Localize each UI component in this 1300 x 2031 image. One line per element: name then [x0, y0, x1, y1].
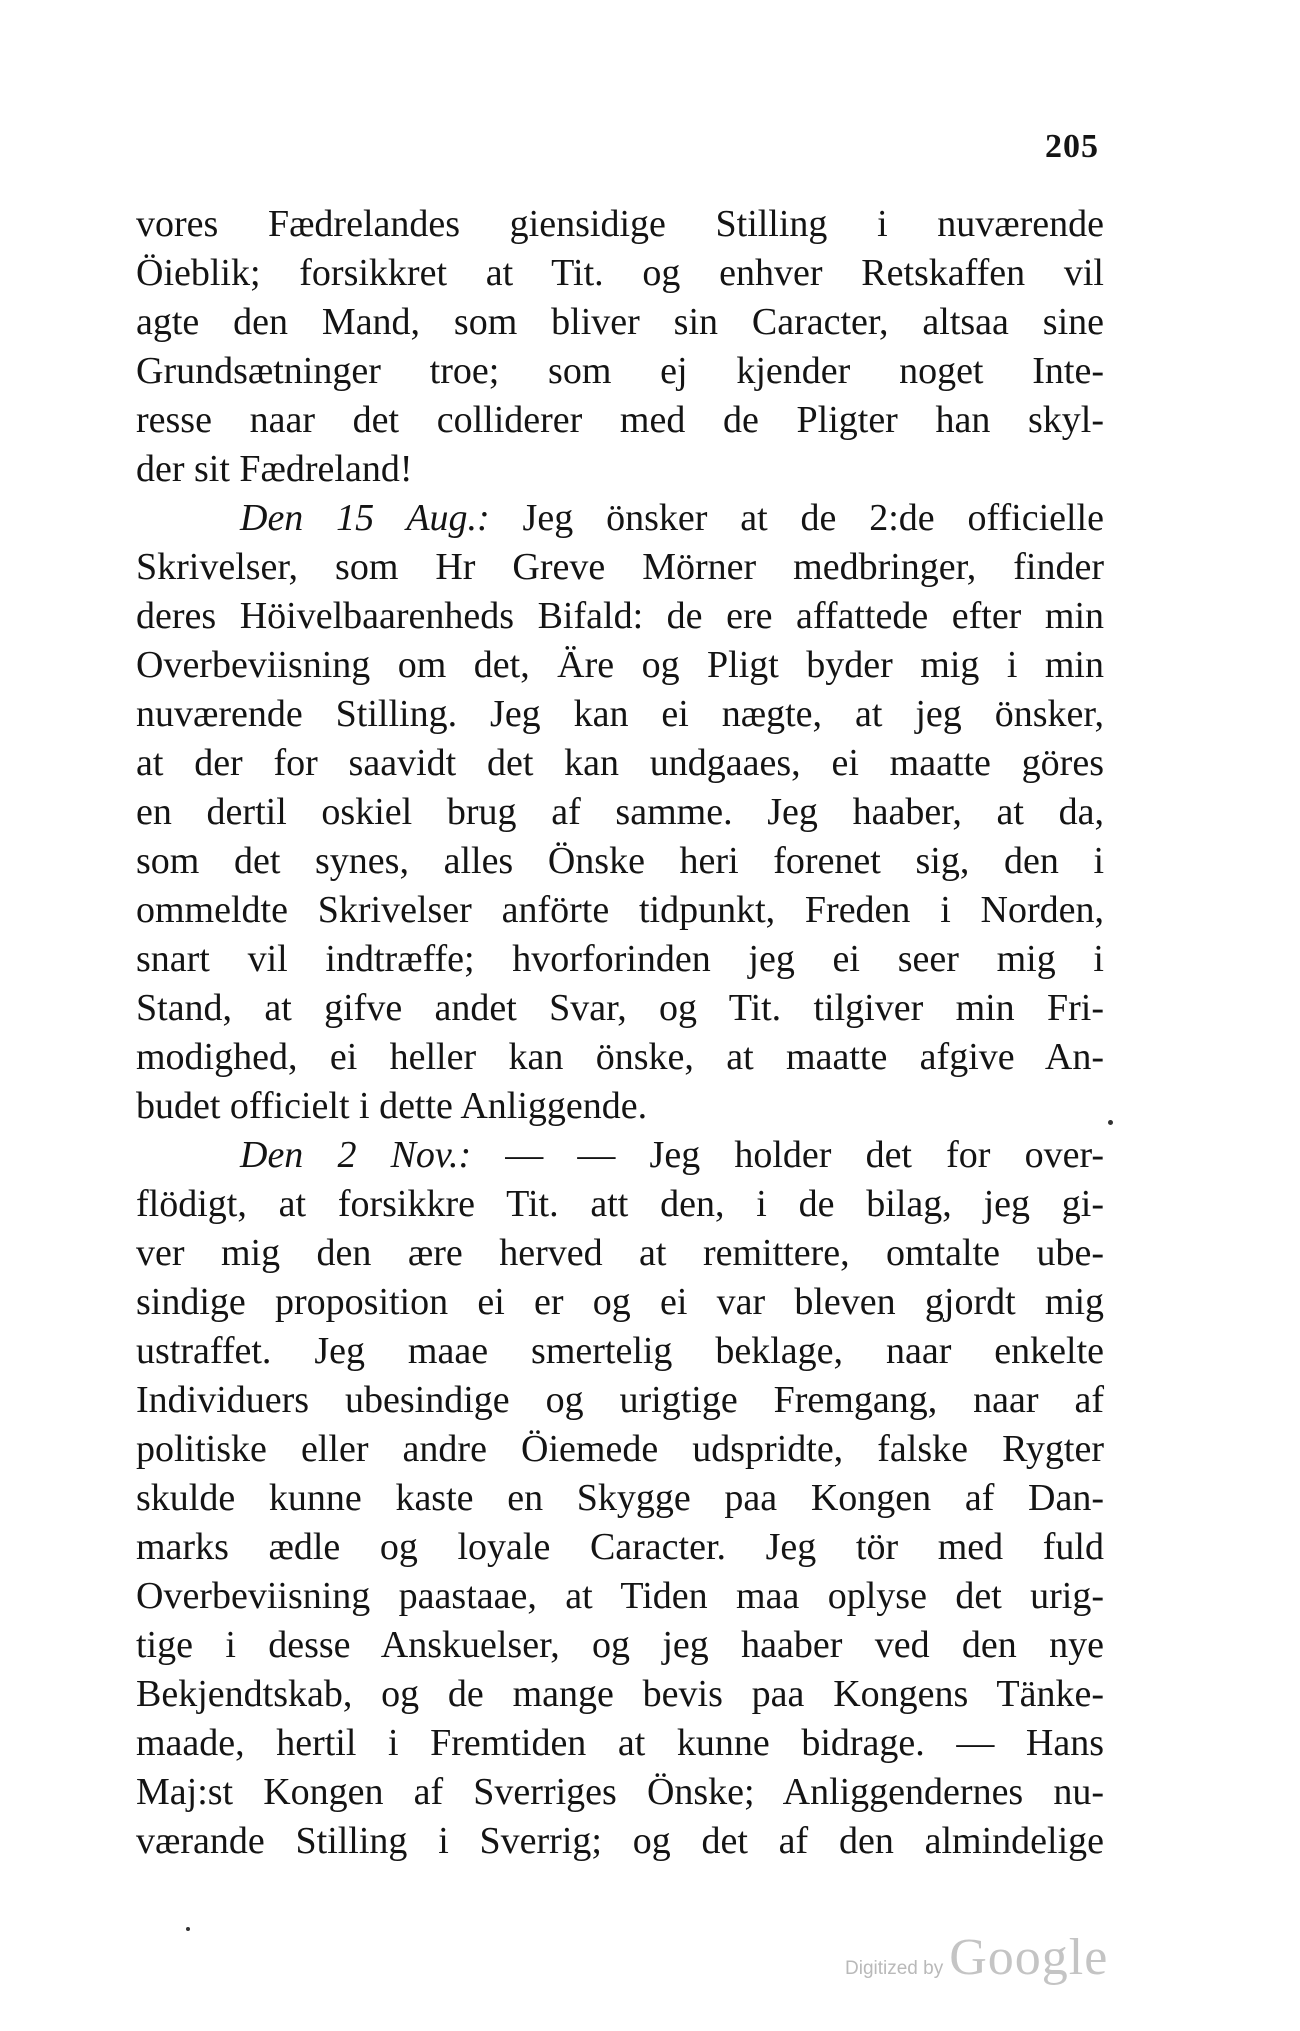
line-text: Overbeviisning om det, Äre og Pligt byder mig i min [136, 644, 1104, 686]
text-line [136, 1229, 1104, 1278]
line-text: marks ædle og loyale Caracter. Jeg tör med fuld [136, 1526, 1104, 1568]
line-text: at der for saavidt det kan undgaaes, ei maatte göres [136, 742, 1104, 784]
line-text: Individuers ubesindige og urigtige Fremgang, naar af [136, 1379, 1104, 1421]
entry-date: Den 2 Nov.: [240, 1134, 472, 1176]
text-line [136, 347, 1104, 396]
line-text: deres Höivelbaarenheds Bifald: de ere affattede efter min [136, 595, 1104, 637]
digitized-by-label: Digitized by [845, 1958, 944, 1979]
text-line [136, 690, 1104, 739]
text-line [136, 1670, 1104, 1719]
line-text: Maj:st Kongen af Sverriges Önske; Anliggendernes nu- [136, 1771, 1104, 1813]
text-line [136, 886, 1104, 935]
text-line [136, 200, 1104, 249]
print-speck [1108, 1120, 1113, 1125]
text-line [136, 592, 1104, 641]
line-text: Overbeviisning paastaae, at Tiden maa oplyse det urig- [136, 1575, 1104, 1617]
text-line [136, 445, 1104, 494]
text-line [136, 494, 1104, 543]
line-text: skulde kunne kaste en Skygge paa Kongen af Dan- [136, 1477, 1104, 1519]
line-text: politiske eller andre Öiemede udspridte, falske Rygter [136, 1428, 1104, 1470]
text-line [136, 249, 1104, 298]
line-text: en dertil oskiel brug af samme. Jeg haaber, at da, [136, 791, 1104, 833]
line-text: maade, hertil i Fremtiden at kunne bidrage. — Hans [136, 1722, 1104, 1764]
text-line [136, 788, 1104, 837]
text-line [136, 1082, 1104, 1131]
line-text: Bekjendtskab, og de mange bevis paa Kongens Tänke- [136, 1673, 1104, 1715]
text-line [136, 984, 1104, 1033]
text-line [136, 935, 1104, 984]
line-text: Grundsætninger troe; som ej kjender noget Inte- [136, 350, 1104, 392]
text-line [136, 1572, 1104, 1621]
line-text: vores Fædrelandes giensidige Stilling i nuværende [136, 203, 1104, 245]
line-text: flödigt, at forsikkre Tit. att den, i de bilag, jeg gi- [136, 1183, 1104, 1225]
line-text: ustraffet. Jeg maae smertelig beklage, naar enkelte [136, 1330, 1104, 1372]
text-line [136, 1474, 1104, 1523]
line-text: ver mig den ære herved at remittere, omtalte ube- [136, 1232, 1104, 1274]
text-line [136, 1376, 1104, 1425]
text-line [136, 298, 1104, 347]
line-text: Stand, at gifve andet Svar, og Tit. tilgiver min Fri- [136, 987, 1104, 1029]
line-text: Skrivelser, som Hr Greve Mörner medbringer, finder [136, 546, 1104, 588]
text-line [136, 1033, 1104, 1082]
text-line [136, 1278, 1104, 1327]
text-line [136, 837, 1104, 886]
line-text: værande Stilling i Sverrig; og det af den almindelige [136, 1820, 1104, 1862]
line-text: sindige proposition ei er og ei var bleven gjordt mig [136, 1281, 1104, 1323]
line-text: nuværende Stilling. Jeg kan ei nægte, at jeg önsker, [136, 693, 1104, 735]
text-line [136, 1817, 1104, 1866]
text-line [136, 1719, 1104, 1768]
line-text: — — Jeg holder det for over- [471, 1134, 1104, 1176]
text-line [136, 1425, 1104, 1474]
print-speck [186, 1927, 190, 1931]
line-text: agte den Mand, som bliver sin Caracter, altsaa sine [136, 301, 1104, 343]
line-text: snart vil indtræffe; hvorforinden jeg ei seer mig i [136, 938, 1104, 980]
page-number: 205 [1045, 128, 1099, 165]
text-line [136, 1523, 1104, 1572]
line-text: resse naar det colliderer med de Pligter han skyl- [136, 399, 1104, 441]
entry-date: Den 15 Aug.: [240, 497, 490, 539]
text-line [136, 641, 1104, 690]
text-line [136, 1327, 1104, 1376]
line-text: Jeg önsker at de 2:de officielle [489, 497, 1104, 539]
line-text: ommeldte Skrivelser anförte tidpunkt, Freden i Norden, [136, 889, 1104, 931]
text-line [136, 739, 1104, 788]
line-text: tige i desse Anskuelser, og jeg haaber ved den nye [136, 1624, 1104, 1666]
text-line [136, 1768, 1104, 1817]
digitized-by-google-watermark [845, 1928, 1108, 1987]
text-line [136, 1180, 1104, 1229]
text-line [136, 396, 1104, 445]
line-text: Öieblik; forsikkret at Tit. og enhver Retskaffen vil [136, 252, 1104, 294]
text-line [136, 1621, 1104, 1670]
text-line [136, 543, 1104, 592]
line-text: der sit Fædreland! [136, 448, 413, 490]
text-line [136, 1131, 1104, 1180]
line-text: modighed, ei heller kan önske, at maatte afgive An- [136, 1036, 1104, 1078]
body-text [136, 200, 1104, 1866]
line-text: som det synes, alles Önske heri forenet sig, den i [136, 840, 1104, 882]
google-logo: Google [949, 1929, 1109, 1986]
line-text: budet officielt i dette Anliggende. [136, 1085, 648, 1127]
